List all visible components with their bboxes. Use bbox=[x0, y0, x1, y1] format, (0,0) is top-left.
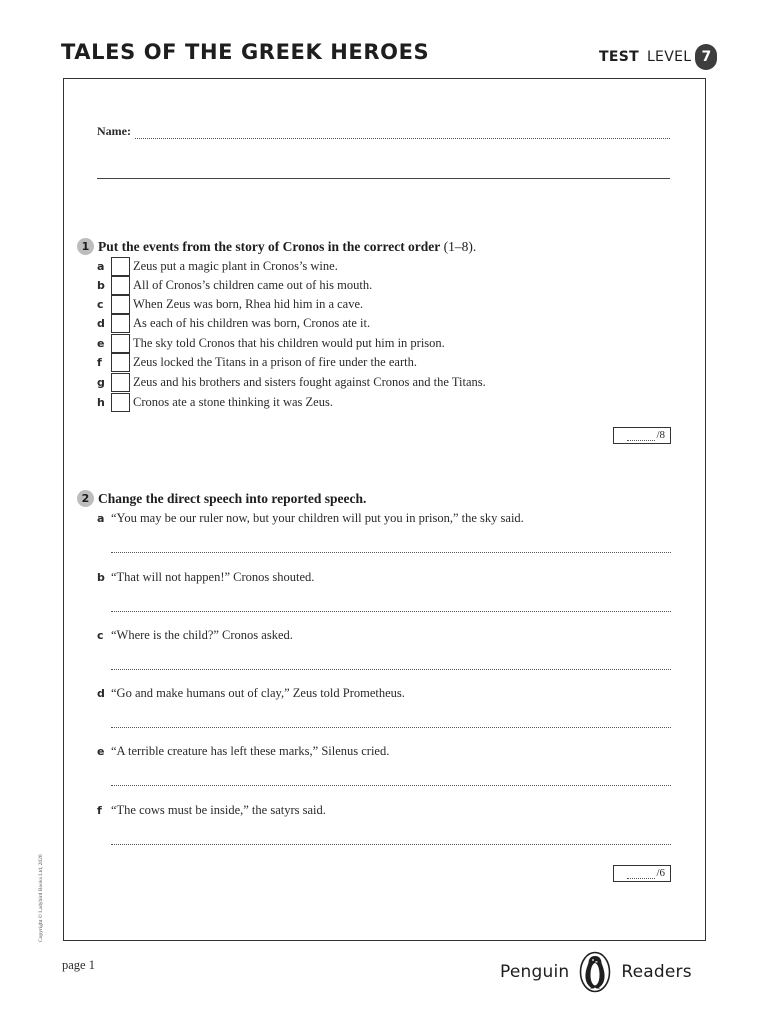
exercise-1-heading bbox=[77, 238, 476, 255]
item-letter: c bbox=[97, 298, 104, 311]
order-item bbox=[97, 276, 372, 295]
answer-write-line[interactable] bbox=[111, 844, 671, 845]
score-total: /6 bbox=[656, 867, 665, 879]
exercise-2-heading bbox=[77, 490, 366, 507]
penguin-icon bbox=[579, 951, 611, 993]
score-total: /8 bbox=[656, 429, 665, 441]
exercise-number-badge: 2 bbox=[77, 490, 94, 507]
item-text: As each of his children was born, Cronos ate it. bbox=[133, 316, 371, 330]
exercise-2-instruction: Change the direct speech into reported speech. bbox=[98, 490, 367, 506]
order-answer-box[interactable] bbox=[111, 314, 130, 333]
item-text: Zeus locked the Titans in a prison of fire under the earth. bbox=[133, 355, 417, 369]
item-letter: d bbox=[97, 317, 105, 330]
speech-item bbox=[97, 802, 326, 818]
item-text: All of Cronos’s children came out of his mouth. bbox=[133, 278, 373, 292]
test-label: TEST bbox=[599, 49, 639, 65]
speech-item bbox=[97, 510, 524, 526]
item-text: “The cows must be inside,” the satyrs said. bbox=[111, 802, 326, 817]
name-second-line bbox=[97, 178, 670, 179]
item-text: The sky told Cronos that his children would put him in prison. bbox=[133, 336, 445, 350]
score-write-line bbox=[627, 432, 655, 441]
answer-write-line[interactable] bbox=[111, 552, 671, 553]
page-number: page 1 bbox=[62, 958, 95, 972]
score-write-line bbox=[627, 870, 655, 879]
item-text: “Go and make humans out of clay,” Zeus told Prometheus. bbox=[111, 685, 405, 700]
item-letter: b bbox=[97, 570, 105, 584]
item-letter: c bbox=[97, 628, 104, 642]
order-item bbox=[97, 295, 363, 314]
order-item bbox=[97, 393, 333, 412]
order-answer-box[interactable] bbox=[111, 353, 130, 372]
order-item bbox=[97, 373, 486, 392]
order-item bbox=[97, 314, 370, 333]
item-text: “You may be our ruler now, but your children will put you in prison,” the sky said. bbox=[111, 510, 524, 525]
item-letter: e bbox=[97, 337, 105, 350]
item-letter: a bbox=[97, 511, 105, 525]
item-letter: f bbox=[97, 356, 102, 369]
level-label: LEVEL bbox=[646, 49, 692, 65]
order-item bbox=[97, 257, 338, 276]
order-item bbox=[97, 353, 417, 372]
item-text: “That will not happen!” Cronos shouted. bbox=[111, 569, 315, 584]
penguin-readers-logo bbox=[500, 950, 692, 994]
order-answer-box[interactable] bbox=[111, 295, 130, 314]
item-letter: g bbox=[97, 376, 105, 389]
exercise-1-score-box[interactable] bbox=[613, 427, 671, 444]
item-text: Zeus put a magic plant in Cronos’s wine. bbox=[133, 259, 338, 273]
item-text: Zeus and his brothers and sisters fought against Cronos and the Titans. bbox=[133, 375, 486, 389]
order-answer-box[interactable] bbox=[111, 276, 130, 295]
exercise-1-instruction bbox=[98, 239, 476, 255]
order-answer-box[interactable] bbox=[111, 257, 130, 276]
answer-write-line[interactable] bbox=[111, 785, 671, 786]
answer-write-line[interactable] bbox=[111, 727, 671, 728]
order-answer-box[interactable] bbox=[111, 393, 130, 412]
brand-word-readers: Readers bbox=[621, 962, 692, 982]
order-item bbox=[97, 334, 445, 353]
item-letter: f bbox=[97, 803, 102, 817]
answer-write-line[interactable] bbox=[111, 611, 671, 612]
item-text: When Zeus was born, Rhea hid him in a cave. bbox=[133, 297, 364, 311]
exercise-number-badge: 1 bbox=[77, 238, 94, 255]
brand-word-penguin: Penguin bbox=[500, 962, 570, 982]
page-title: TALES OF THE GREEK HEROES bbox=[61, 40, 430, 64]
copyright-notice: Copyright © Ladybird Books Ltd, 2020 bbox=[38, 854, 44, 942]
item-letter: e bbox=[97, 744, 105, 758]
item-letter: h bbox=[97, 396, 105, 409]
name-write-line[interactable] bbox=[135, 128, 670, 139]
exercise-1-instruction-text: Put the events from the story of Cronos in the correct order bbox=[98, 238, 441, 254]
answer-write-line[interactable] bbox=[111, 669, 671, 670]
item-text: Cronos ate a stone thinking it was Zeus. bbox=[133, 395, 333, 409]
item-letter: b bbox=[97, 279, 105, 292]
speech-item bbox=[97, 743, 389, 759]
item-letter: a bbox=[97, 260, 105, 273]
item-text: “A terrible creature has left these marks,” Silenus cried. bbox=[111, 743, 390, 758]
item-letter: d bbox=[97, 686, 105, 700]
name-field bbox=[97, 123, 670, 139]
order-answer-box[interactable] bbox=[111, 334, 130, 353]
name-label: Name: bbox=[97, 124, 131, 138]
speech-item bbox=[97, 685, 405, 701]
level-badge: 7 bbox=[695, 44, 717, 70]
speech-item bbox=[97, 627, 293, 643]
test-level-indicator bbox=[599, 44, 717, 70]
item-text: “Where is the child?” Cronos asked. bbox=[111, 627, 293, 642]
exercise-1-instruction-range: (1–8). bbox=[440, 238, 477, 254]
order-answer-box[interactable] bbox=[111, 373, 130, 392]
speech-item bbox=[97, 569, 314, 585]
exercise-2-score-box[interactable] bbox=[613, 865, 671, 882]
